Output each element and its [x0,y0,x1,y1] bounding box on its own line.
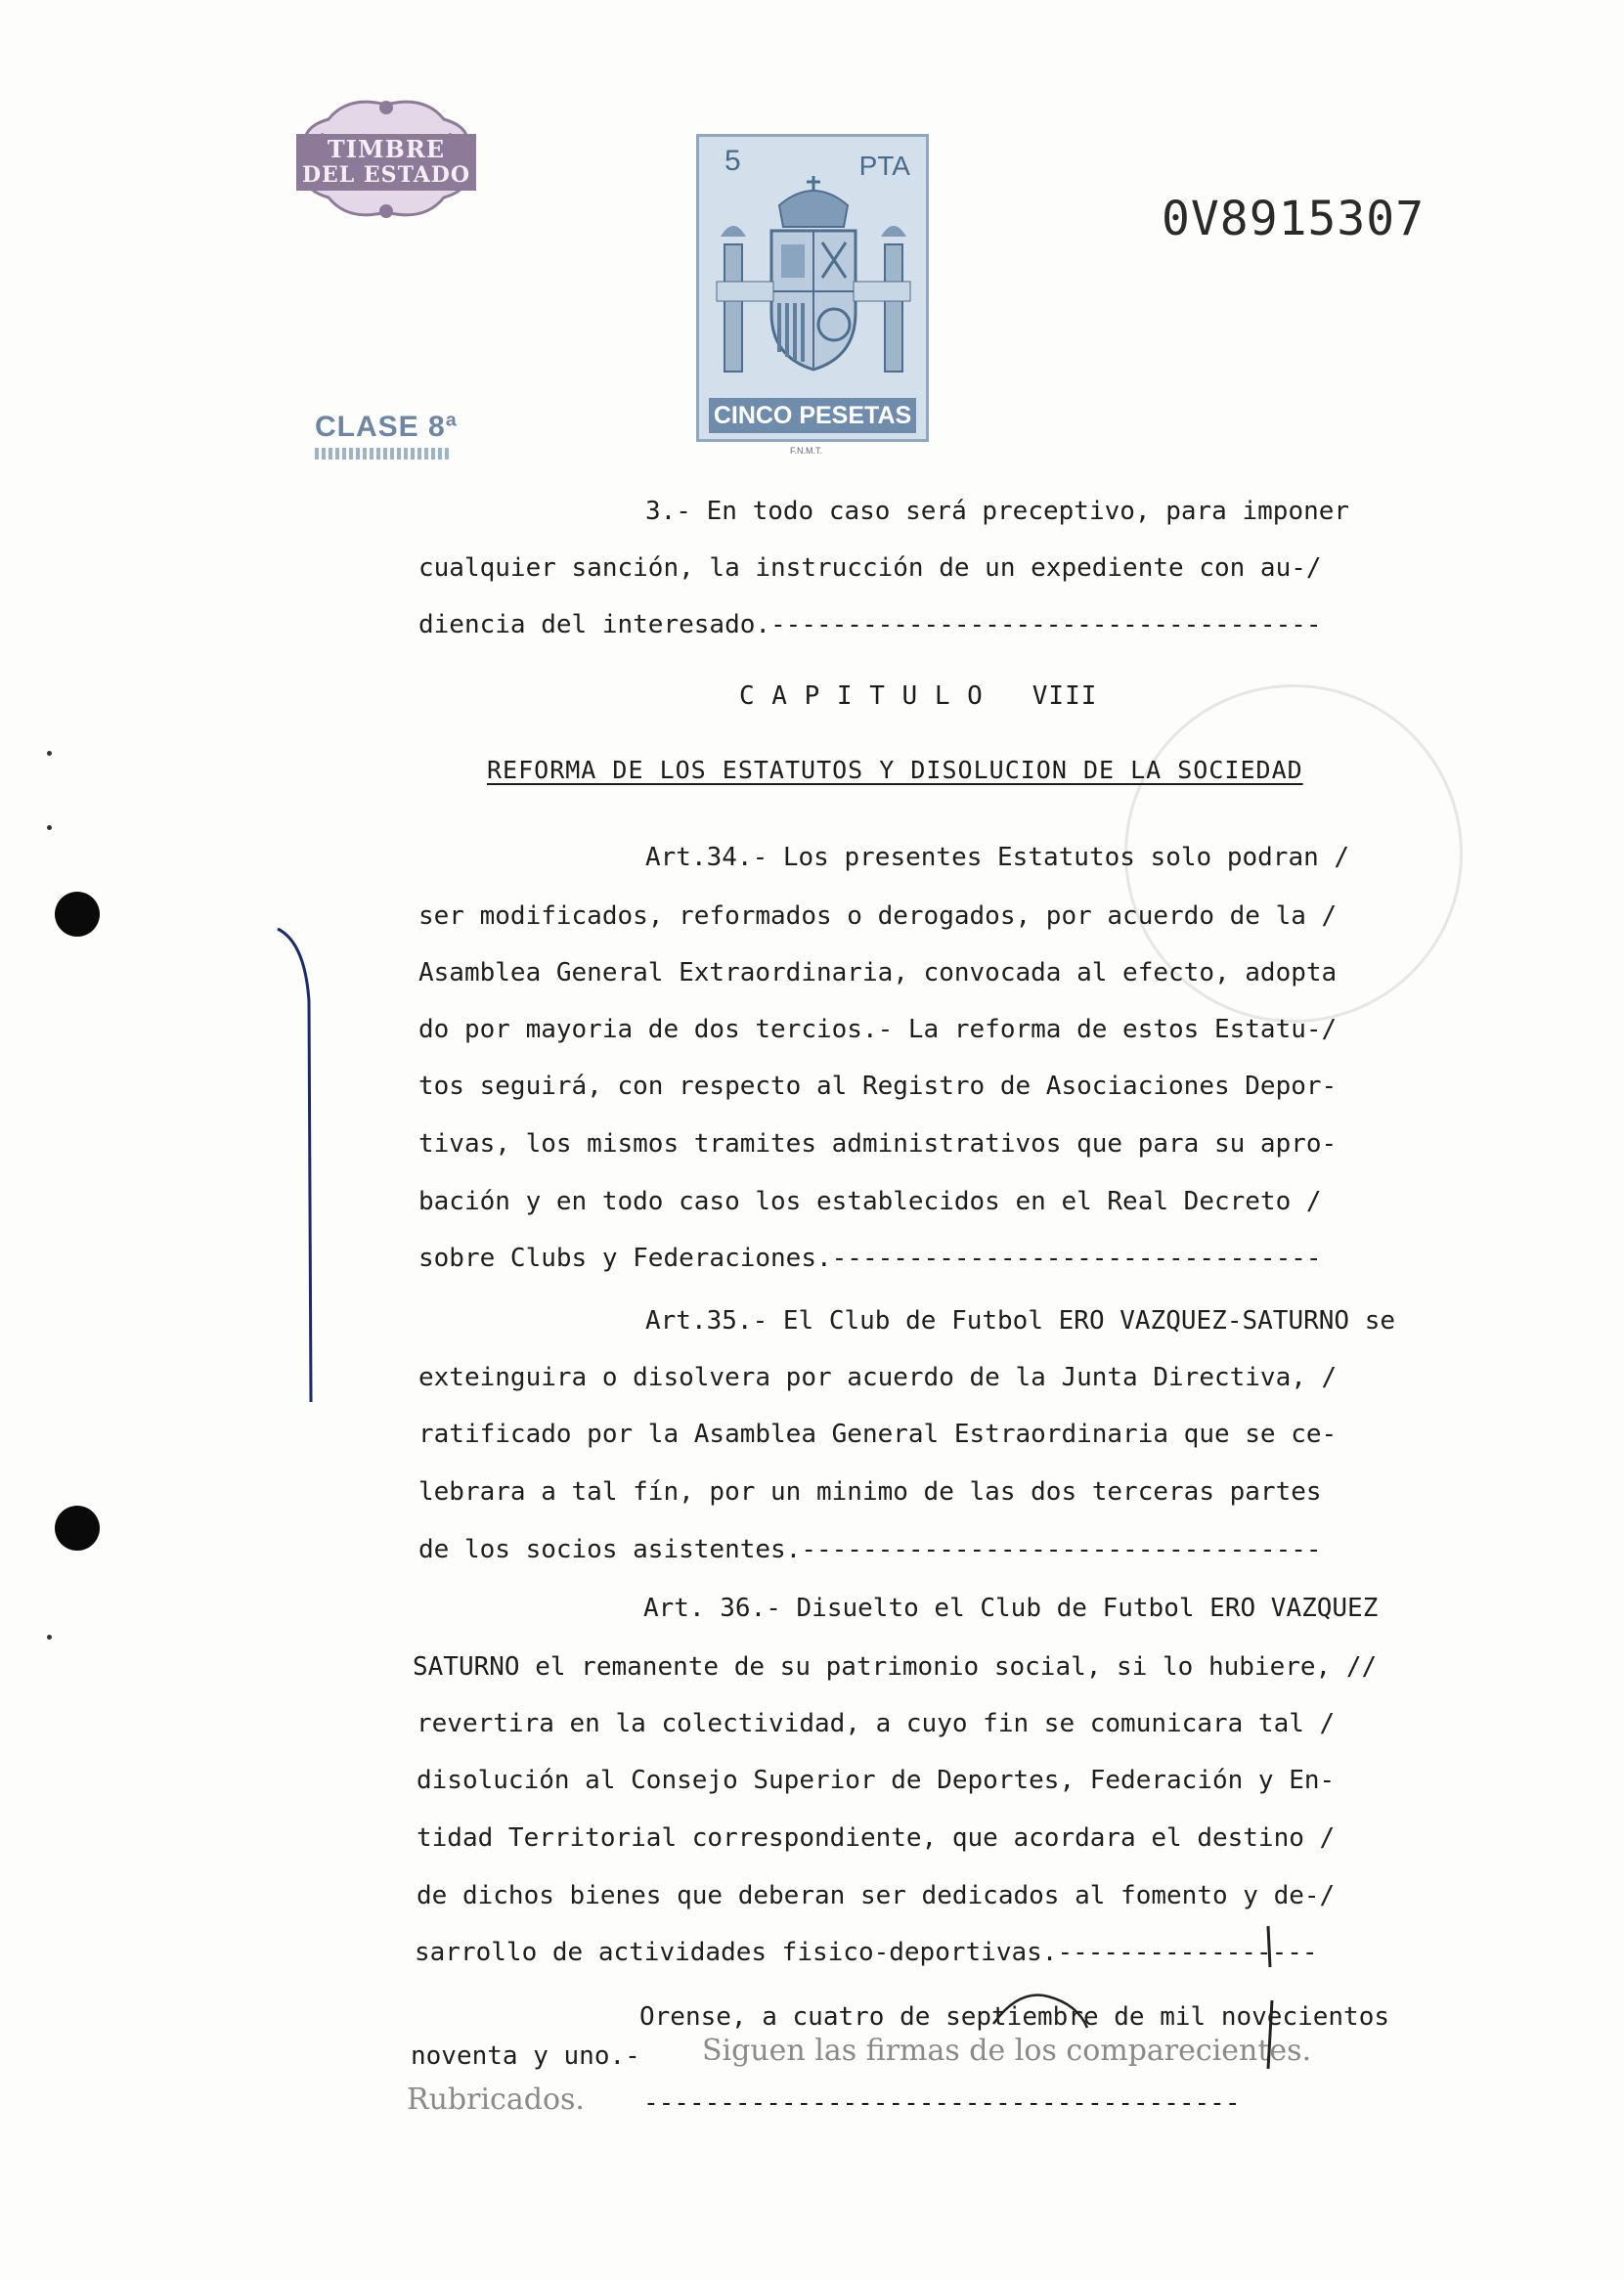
punch-hole [55,892,100,937]
chapter-subtitle: REFORMA DE LOS ESTATUTOS Y DISOLUCION DE LA SOCIEDAD [487,756,1303,784]
margin-pen-line [270,923,329,1412]
timbre-line2: DEL ESTADO [301,162,471,188]
stamp-band: CINCO PESETAS [709,398,916,433]
coat-of-arms-icon [711,176,916,391]
punch-hole [55,1506,100,1551]
speck [47,751,52,756]
text-line: cualquier sanción, la instrucción de un expediente con au-/ [418,553,1322,583]
pen-insertion-mark [989,1985,1097,2034]
timbre-line1: TIMBRE [327,135,446,163]
text-line: do por mayoria de dos tercios.- La reforma de estos Estatu-/ [418,1015,1338,1044]
text-line: noventa y uno.- [411,2041,640,2071]
text-line: Orense, a cuatro de septiembre de mil novecientos [639,2002,1390,2032]
text-line: tidad Territorial correspondiente, que acordara el destino / [417,1823,1336,1853]
text-line: Art.35.- El Club de Futbol ERO VAZQUEZ-SATURNO se [645,1306,1396,1336]
stamp-currency: PTA [858,151,910,181]
text-line: de dichos bienes que deberan ser dedicados al fomento y de-/ [417,1881,1336,1910]
text-line: de los socios asistentes.---------------------------------- [418,1535,1322,1564]
text-line: sobre Clubs y Federaciones.-------------------------------- [418,1244,1322,1273]
speck [47,825,52,830]
class-label: CLASE 8ª [315,411,458,443]
stamp-value: 5 [724,145,741,177]
fiscal-stamp [696,134,929,442]
text-line: ser modificados, reformados o derogados, por acuerdo de la / [418,901,1338,931]
text-line: tivas, los mismos tramites administrativos que para su apro- [418,1129,1338,1159]
text-line: Art.34.- Los presentes Estatutos solo podran / [645,843,1350,872]
text-line: diencia del interesado.------------------------------------ [418,610,1322,639]
text-line: Asamblea General Extraordinaria, convocada al efecto, adopta [418,958,1338,987]
signatures-note: Siguen las firmas de los comparecientes. [702,2034,1312,2068]
text-line: lebrara a tal fín, por un minimo de las dos terceras partes [418,1477,1322,1507]
text-line: Art. 36.- Disuelto el Club de Futbol ERO VAZQUEZ [643,1594,1379,1623]
text-line: ratificado por la Asamblea General Estraordinaria que se ce- [418,1420,1338,1449]
pen-tick-mark [1256,1922,1286,2079]
chapter-title: C A P I T U L O VIII [739,681,1098,711]
text-line: sarrollo de actividades fisico-deportivas.----------------- [415,1938,1318,1967]
text-line: SATURNO el remanente de su patrimonio social, si lo hubiere, // [413,1652,1378,1682]
text-line: disolución al Consejo Superior de Deportes, Federación y En- [417,1766,1336,1795]
text-line: 3.- En todo caso será preceptivo, para imponer [645,497,1350,526]
closing-label: Rubricados. [407,2083,585,2117]
timbre-label [296,134,476,191]
stamp-maker: F.N.M.T. [790,446,822,456]
closing-dashes: --------------------------------------- [643,2088,1241,2118]
document-serial-number: 0V8915307 [1162,192,1426,246]
speck [47,1635,52,1640]
class-microprint [315,448,452,460]
text-line: revertira en la colectividad, a cuyo fin se comunicara tal / [417,1709,1336,1738]
text-line: bación y en todo caso los establecidos en el Real Decreto / [418,1187,1322,1216]
text-line: tos seguirá, con respecto al Registro de Asociaciones Depor- [418,1072,1338,1101]
text-line: exteinguira o disolvera por acuerdo de la Junta Directiva, / [418,1363,1338,1392]
